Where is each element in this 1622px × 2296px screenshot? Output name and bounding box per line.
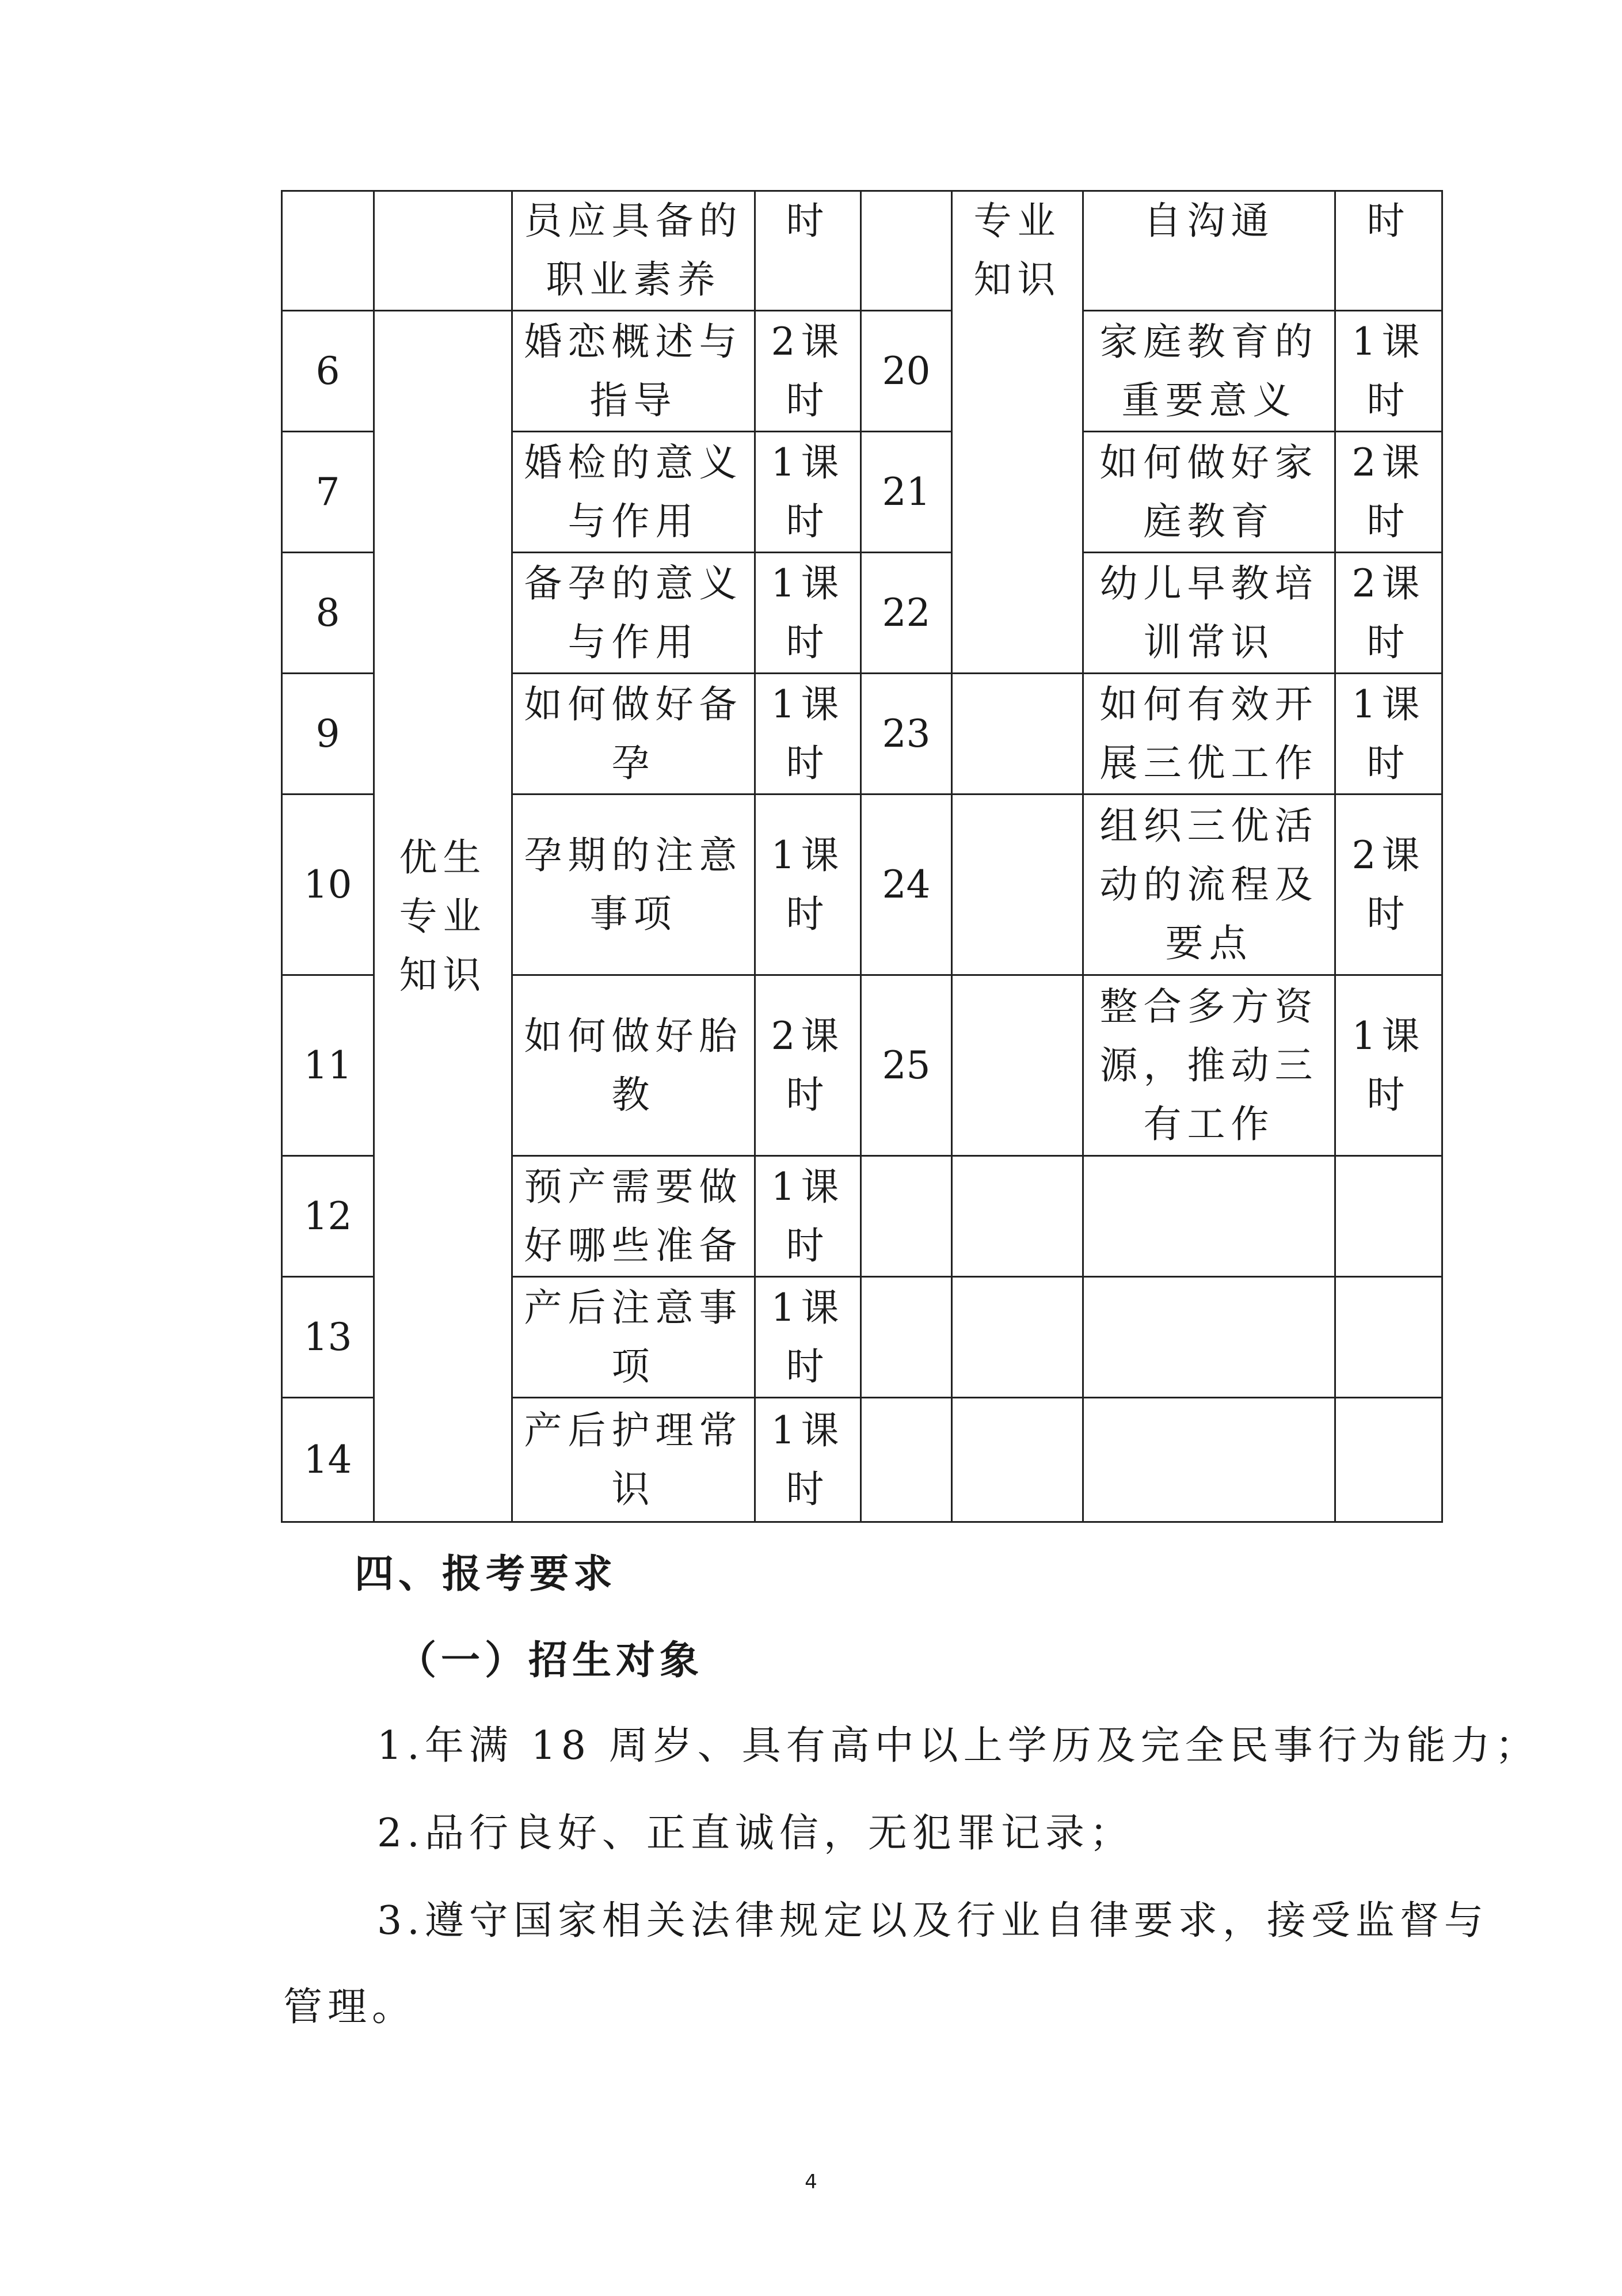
row-number: 9 <box>315 711 340 756</box>
row-number: 12 <box>303 1193 352 1238</box>
subsection-heading: （一）招生对象 <box>397 1637 704 1683</box>
requirement-item: 1.年满 18 周岁、具有高中以上学历及完全民事行为能力； <box>377 1723 1540 1769</box>
table-cell-content: 婚恋概述与 指导 <box>524 319 743 423</box>
table-cell-empty <box>952 1277 1083 1398</box>
table-cell-content: 预产需要做 好哪些准备 <box>524 1164 743 1268</box>
table-cell-hours: 1课 时 <box>771 833 845 936</box>
row-number: 21 <box>882 469 931 514</box>
table-cell-hours: 2课 时 <box>1351 561 1426 664</box>
row-number: 23 <box>882 711 931 756</box>
table-cell-empty <box>1335 1156 1442 1277</box>
row-number: 14 <box>303 1437 352 1482</box>
table-cell-hours: 2课 时 <box>1351 440 1426 543</box>
table-cell-empty <box>861 1156 952 1277</box>
table-cell-empty <box>952 674 1083 795</box>
row-number: 24 <box>882 862 931 907</box>
requirement-item: 3.遵守国家相关法律规定以及行业自律要求，接受监督与 <box>377 1898 1488 1944</box>
table-cell-content: 产后注意事 项 <box>524 1285 743 1389</box>
table-row <box>282 311 1442 432</box>
table-cell-hours: 1课 时 <box>771 1164 845 1268</box>
table-cell-empty <box>861 191 952 311</box>
table-cell-content: 如何有效开 展三优工作 <box>1099 682 1319 785</box>
table-cell-hours: 1课 时 <box>1351 319 1426 423</box>
course-table <box>281 190 1443 1523</box>
row-number: 25 <box>882 1043 931 1088</box>
section-label-right: 专业 知识 <box>973 199 1061 302</box>
row-number: 7 <box>315 469 340 514</box>
table-cell-hours: 2课 时 <box>771 319 845 423</box>
table-cell-empty <box>1083 1277 1335 1398</box>
table-cell-content: 产后护理常 识 <box>524 1408 743 1511</box>
table-cell-hours: 时 <box>1366 199 1411 243</box>
table-cell-empty <box>374 191 512 311</box>
row-number: 10 <box>303 862 352 907</box>
table-cell-content: 员应具备的 职业素养 <box>524 199 743 302</box>
table-cell-empty <box>952 975 1083 1156</box>
table-cell-hours: 1课 时 <box>771 561 845 664</box>
table-cell-empty <box>952 795 1083 975</box>
table-cell-content: 组织三优活 动的流程及 要点 <box>1099 803 1319 965</box>
section-label-left: 优生 专业 知识 <box>399 835 487 997</box>
table-cell-content: 孕期的注意 事项 <box>524 833 743 936</box>
row-number: 20 <box>882 348 931 393</box>
row-number: 13 <box>303 1314 352 1359</box>
table-cell-hours: 1课 时 <box>771 1408 845 1511</box>
table-cell-empty <box>861 1398 952 1522</box>
requirement-item-continuation: 管理。 <box>283 1985 417 2030</box>
table-cell-hours: 2课 时 <box>771 1013 845 1117</box>
table-cell-empty <box>1335 1398 1442 1522</box>
table-cell-content: 如何做好备 孕 <box>524 682 743 785</box>
table-cell-empty <box>952 1398 1083 1522</box>
table-cell-content: 如何做好胎 教 <box>524 1013 743 1117</box>
table-row-top <box>282 191 1442 311</box>
table-cell-hours: 时 <box>786 199 830 243</box>
table-cell-content: 如何做好家 庭教育 <box>1099 440 1319 543</box>
table-cell-content: 整合多方资 源，推动三 有工作 <box>1099 984 1319 1146</box>
table-cell-hours: 1课 时 <box>771 682 845 785</box>
table-cell-hours: 1课 时 <box>1351 682 1426 785</box>
section-heading: 四、报考要求 <box>355 1551 618 1597</box>
row-number: 22 <box>882 590 931 635</box>
table-cell-hours: 1课 时 <box>1351 1013 1426 1117</box>
row-number: 8 <box>315 590 340 635</box>
table-cell-content: 自沟通 <box>1143 199 1275 243</box>
page-number: 4 <box>805 2170 817 2194</box>
table-cell-content: 幼儿早教培 训常识 <box>1099 561 1319 664</box>
table-cell-content: 婚检的意义 与作用 <box>524 440 743 543</box>
table-cell-empty <box>1335 1277 1442 1398</box>
table-cell-hours: 1课 时 <box>771 440 845 543</box>
table-cell-hours: 2课 时 <box>1351 833 1426 936</box>
table-cell-content: 备孕的意义 与作用 <box>524 561 743 664</box>
table-cell-empty <box>1083 1398 1335 1522</box>
requirement-item: 2.品行良好、正直诚信，无犯罪记录； <box>377 1811 1134 1856</box>
row-number: 11 <box>303 1043 352 1088</box>
table-cell-empty <box>282 191 374 311</box>
table-cell-empty <box>952 1156 1083 1277</box>
table-cell-hours: 1课 时 <box>771 1285 845 1389</box>
row-number: 6 <box>315 348 340 393</box>
table-cell-empty <box>1083 1156 1335 1277</box>
table-cell-empty <box>861 1277 952 1398</box>
table-cell-content: 家庭教育的 重要意义 <box>1099 319 1319 423</box>
